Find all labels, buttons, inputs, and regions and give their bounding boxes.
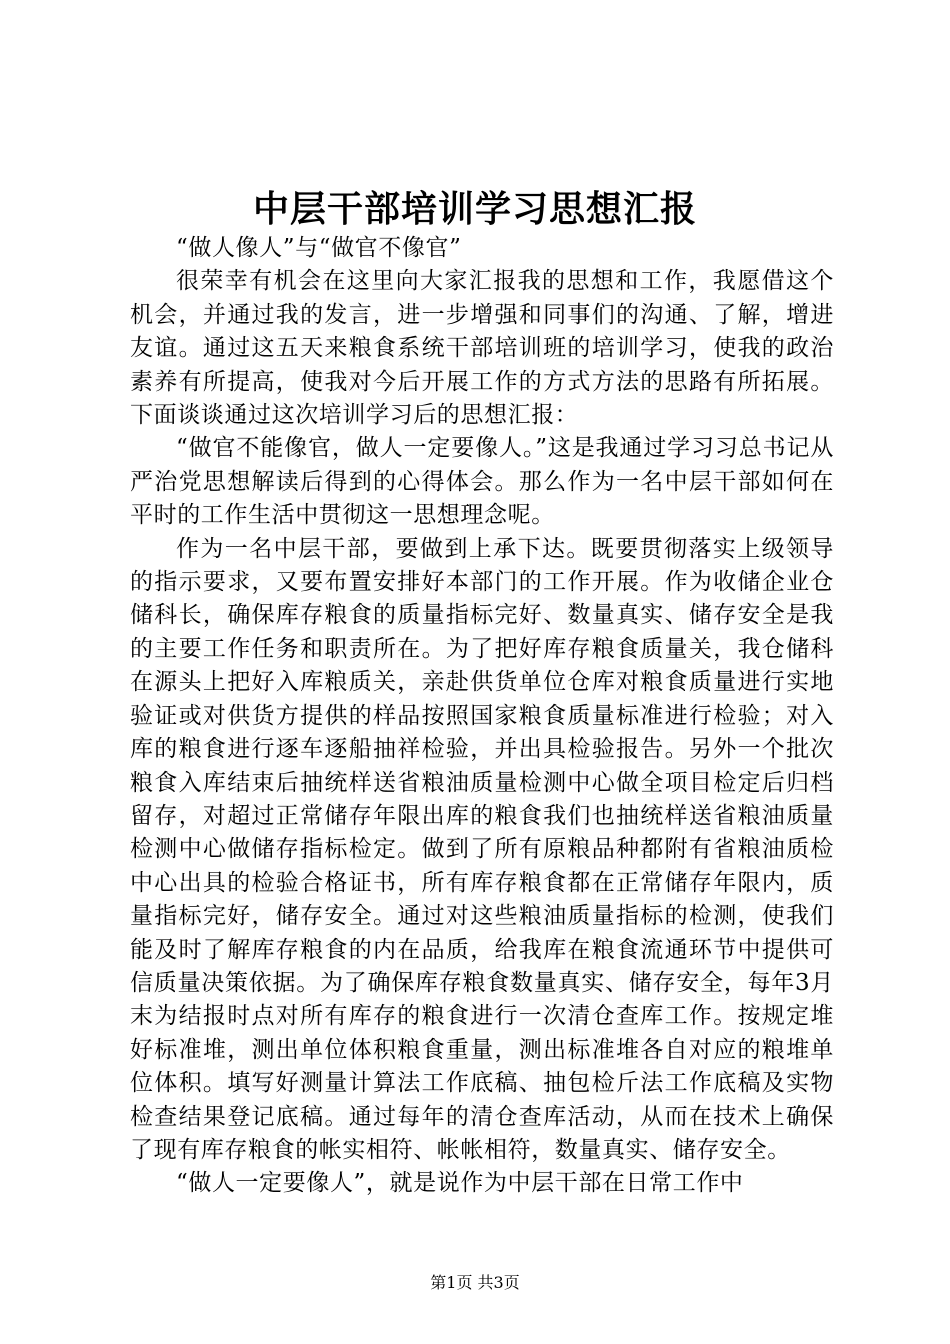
subtitle-paragraph: “做人像人”与“做官不像官” <box>176 235 462 261</box>
page-footer: 第1页 共3页 <box>430 1273 520 1292</box>
document-body <box>130 232 834 1201</box>
body-paragraph: “做人一定要像人”，就是说作为中层干部在日常工作中 <box>176 1170 744 1197</box>
body-paragraph: 作为一名中层干部，要做到上承下达。既要贯彻落实上级领导的指示要求，又要布置安排好本部门的工作开展。作为收储企业仓储科长，确保库存粮食的质量指标完好、数量真实、储存安全是我的主要工作任务和职责所在。为了把好库存粮食质量关，我仓储科在源头上把好入库粮质关，亲赴供货单位仓库对粮食质量进行实地验证或对供货方提供的样品按照国家粮食质量标准进行检验；对入库的粮食进行逐车逐船抽祥检验，并出具检验报告。另外一个批次粮食入库结束后抽统样送省粮油质量检测中心做全项目检定后归档留存，对超过正常储存年限出库的粮食我们也抽统样送省粮油质量检测中心做储存指标检定。做到了所有原粮品种都附有省粮油质检中心出具的检验合格证书，所有库存粮食都在正常储存年限内，质量指标完好，储存安全。通过对这些粮油质量指标的检测，使我们能及时了解库存粮食的内在品质，给我库在粮食流通环节中提供可信质量决策依据。为了确保库存粮食数量真实、储存安全，每年3月末为结报时点对所有库存的粮食进行一次清仓查库工作。按规定堆好标准堆，测出单位体积粮食重量，测出标准堆各自对应的粮堆单位体积。填写好测量计算法工作底稿、抽包检斤法工作底稿及实物检查结果登记底稿。通过每年的清仓查库活动，从而在技术上确保了现有库存粮食的帐实相符、帐帐相符，数量真实、储存安全。 <box>130 535 834 1163</box>
body-paragraph: “做官不能像官，做人一定要像人。”这是我通过学习习总书记从严治党思想解读后得到的心得体会。那么作为一名中层干部如何在平时的工作生活中贯彻这一思想理念呢。 <box>130 435 834 529</box>
body-paragraph: 很荣幸有机会在这里向大家汇报我的思想和工作，我愿借这个机会，并通过我的发言，进一步增强和同事们的沟通、了解，增进友谊。通过这五天来粮食系统干部培训班的培训学习，使我的政治素养有所提高，使我对今后开展工作的方式方法的思路有所拓展。下面谈谈通过这次培训学习后的思想汇报： <box>130 268 834 429</box>
document-title: 中层干部培训学习思想汇报 <box>252 188 697 230</box>
